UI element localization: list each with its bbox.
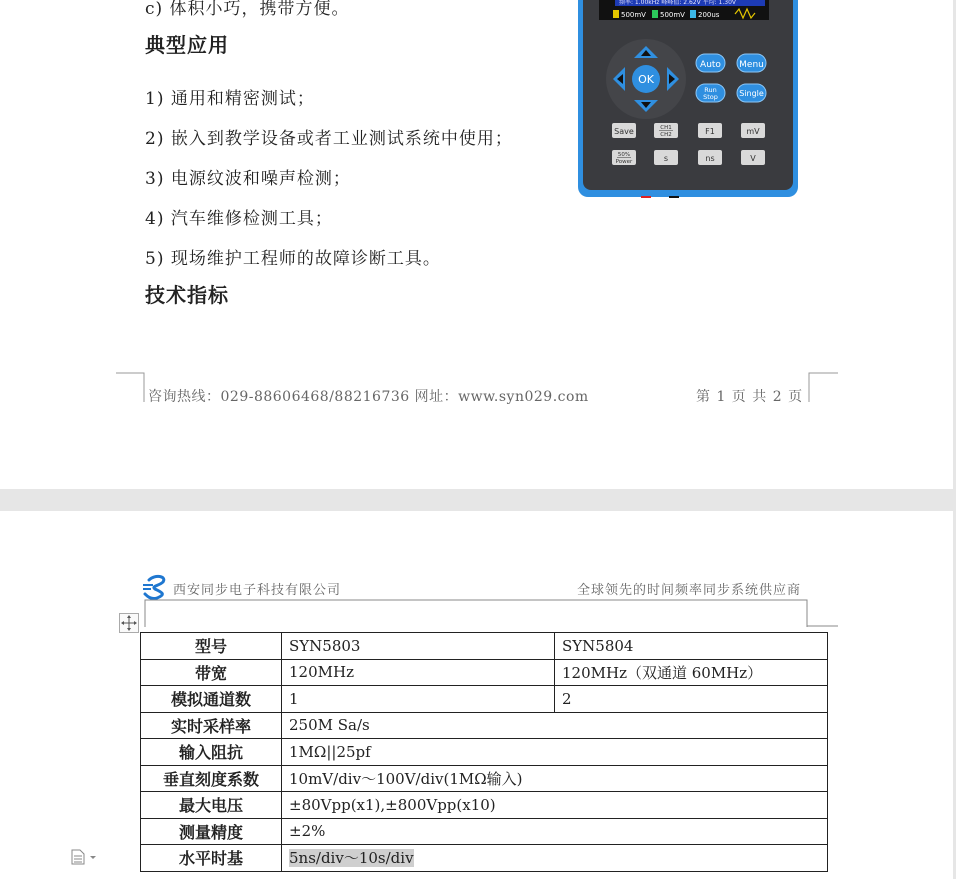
company-name: 西安同步电子科技有限公司 [173,583,342,598]
spec-value: 120MHz [282,659,555,686]
selected-text[interactable]: 5ns/div～10s/div [289,849,414,868]
screen-timebase: 200us [698,11,720,19]
spec-value: 10mV/div～100V/div(1MΩ输入) [282,765,828,792]
spec-value: ±80Vpp(x1),±800Vpp(x10) [282,792,828,819]
spec-value: 2 [555,686,828,713]
company-slogan: 全球领先的时间频率同步系统供应商 [577,583,802,598]
ch1-key-label: CH1 [660,125,672,131]
table-row [141,659,828,686]
spec-label: 垂直刻度系数 [141,765,282,792]
table-move-handle-icon[interactable] [119,613,139,633]
chevron-down-icon [90,856,96,859]
screen-ch1: 500mV [621,11,646,19]
spec-label: 最大电压 [141,792,282,819]
spec-label: 实时采样率 [141,712,282,739]
spec-value: SYN5804 [555,633,828,660]
footer-contact: 咨询热线：029-88606468/88216736 网址：www.syn029.com [148,389,589,405]
table-row [141,739,828,766]
application-item: 5) 现场维护工程师的故障诊断工具。 [145,249,441,269]
spec-label: 输入阻抗 [141,739,282,766]
footer-page-number: 第 1 页 共 2 页 [696,389,804,405]
ns-key-label: ns [705,154,715,163]
table-row [141,686,828,713]
specs-heading: 技术指标 [145,283,229,307]
screen-readout: 频率: 1.00kHz 峰峰值: 2.62V 平均: 1.30V [619,0,737,6]
spec-label: 模拟通道数 [141,686,282,713]
spec-label: 带宽 [141,659,282,686]
spec-value: 1 [282,686,555,713]
power-key-label: Power [615,159,633,165]
spec-value [282,845,828,872]
dpad-control [606,39,686,119]
save-key-label: Save [614,127,634,136]
menu-button-label: Menu [739,60,764,70]
spec-value: SYN5803 [282,633,555,660]
run-button-label: Run [704,86,717,94]
f1-key-label: F1 [705,127,715,136]
spec-label: 水平时基 [141,845,282,872]
table-row [141,792,828,819]
spec-label: 测量精度 [141,818,282,845]
spec-value: 120MHz（双通道 60MHz） [555,659,828,686]
oscilloscope-device-image [577,0,799,198]
mv-key-label: mV [746,127,760,136]
stop-button-label: Stop [703,93,718,101]
spec-label: 型号 [141,633,282,660]
spec-value: ±2% [282,818,828,845]
applications-heading: 典型应用 [145,33,229,57]
application-item: 3) 电源纹波和噪声检测； [145,169,351,189]
margin-corner-mark [116,372,146,402]
header-rule [144,599,838,627]
application-item: 1) 通用和精密测试； [145,89,315,109]
screen-ch2: 500mV [660,11,685,19]
table-row [141,845,828,872]
application-item: 4) 汽车维修检测工具； [145,209,333,229]
single-button-label: Single [739,89,764,98]
table-row [141,818,828,845]
table-row [141,633,828,660]
s-key-label: s [663,154,669,163]
feature-item-c: c) 体积小巧，携带方便。 [145,0,350,19]
v-key-label: V [750,154,756,163]
document-view-icon[interactable] [70,849,98,869]
table-row [141,712,828,739]
auto-button-label: Auto [700,60,721,70]
margin-corner-mark [808,372,838,402]
spec-value: 250M Sa/s [282,712,828,739]
spec-table [140,632,828,872]
application-item: 2) 嵌入到教学设备或者工业测试系统中使用； [145,129,513,149]
table-row [141,765,828,792]
spec-value: 1MΩ||25pf [282,739,828,766]
ch2-key-label: CH2 [660,132,672,138]
pct-key-label: 50% [617,152,631,158]
company-logo-icon [143,574,171,600]
ok-button-label: OK [638,73,654,86]
